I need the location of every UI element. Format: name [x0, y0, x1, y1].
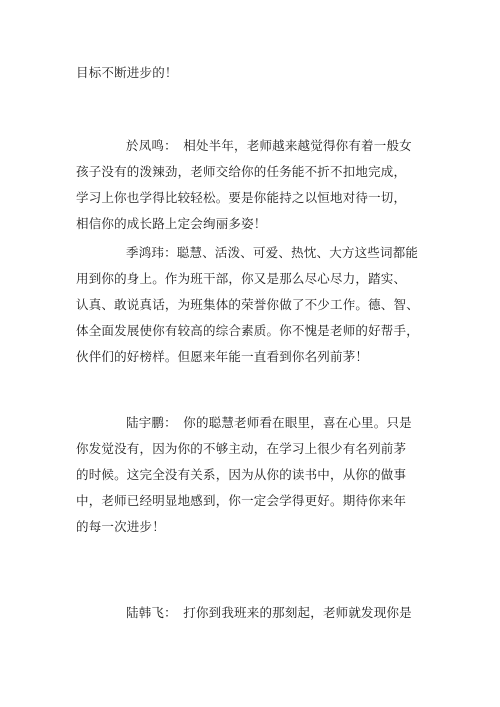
text-line: 你发觉没有，因为你的不够主动，在学习上很少有名列前茅 — [76, 441, 407, 456]
comment-paragraph-lu-yupeng — [76, 410, 432, 540]
text-line: 认真、敢说真话，为班集体的荣誉你做了不少工作。德、智、 — [76, 297, 419, 312]
comment-paragraph-ji-hongwei — [76, 240, 432, 370]
text-line: 体全面发展使你有较高的综合素质。你不愧是老师的好帮手， — [76, 323, 419, 338]
text-line: 相信你的成长路上定会绚丽多姿！ — [76, 216, 267, 231]
text-line: 季鸿玮：聪慧、活泼、可爱、热忱、大方这些词都能 — [126, 245, 419, 260]
text-line: 陆韩飞： 打你到我班来的那刻起，老师就发现你是 — [126, 605, 412, 620]
comment-paragraph-lu-hanfei — [76, 600, 432, 626]
text-line: 伙伴们的好榜样。但愿来年能一直看到你名列前茅！ — [76, 349, 369, 364]
comment-paragraph-yu-fengming — [76, 133, 432, 237]
text-line: 陆宇鹏： 你的聪慧老师看在眼里，喜在心里。只是 — [126, 415, 412, 430]
text-line: 中，老师已经明显地感到，你一定会学得更好。期待你来年 — [76, 493, 407, 508]
paragraph-continuation — [76, 60, 432, 86]
text-line: 目标不断进步的！ — [76, 65, 178, 80]
text-line: 孩子没有的泼辣劲，老师交给你的任务能不折不扣地完成， — [76, 164, 407, 179]
text-line: 用到你的身上。作为班干部，你又是那么尽心尽力，踏实、 — [76, 271, 407, 286]
text-line: 学习上你也学得比较轻松。要是你能持之以恒地对待一切， — [76, 190, 407, 205]
text-line: 的时候。这完全没有关系，因为从你的读书中，从你的做事 — [76, 467, 407, 482]
text-line: 的每一次进步！ — [76, 519, 165, 534]
text-line: 於凤鸣： 相处半年，老师越来越觉得你有着一般女 — [126, 138, 412, 153]
